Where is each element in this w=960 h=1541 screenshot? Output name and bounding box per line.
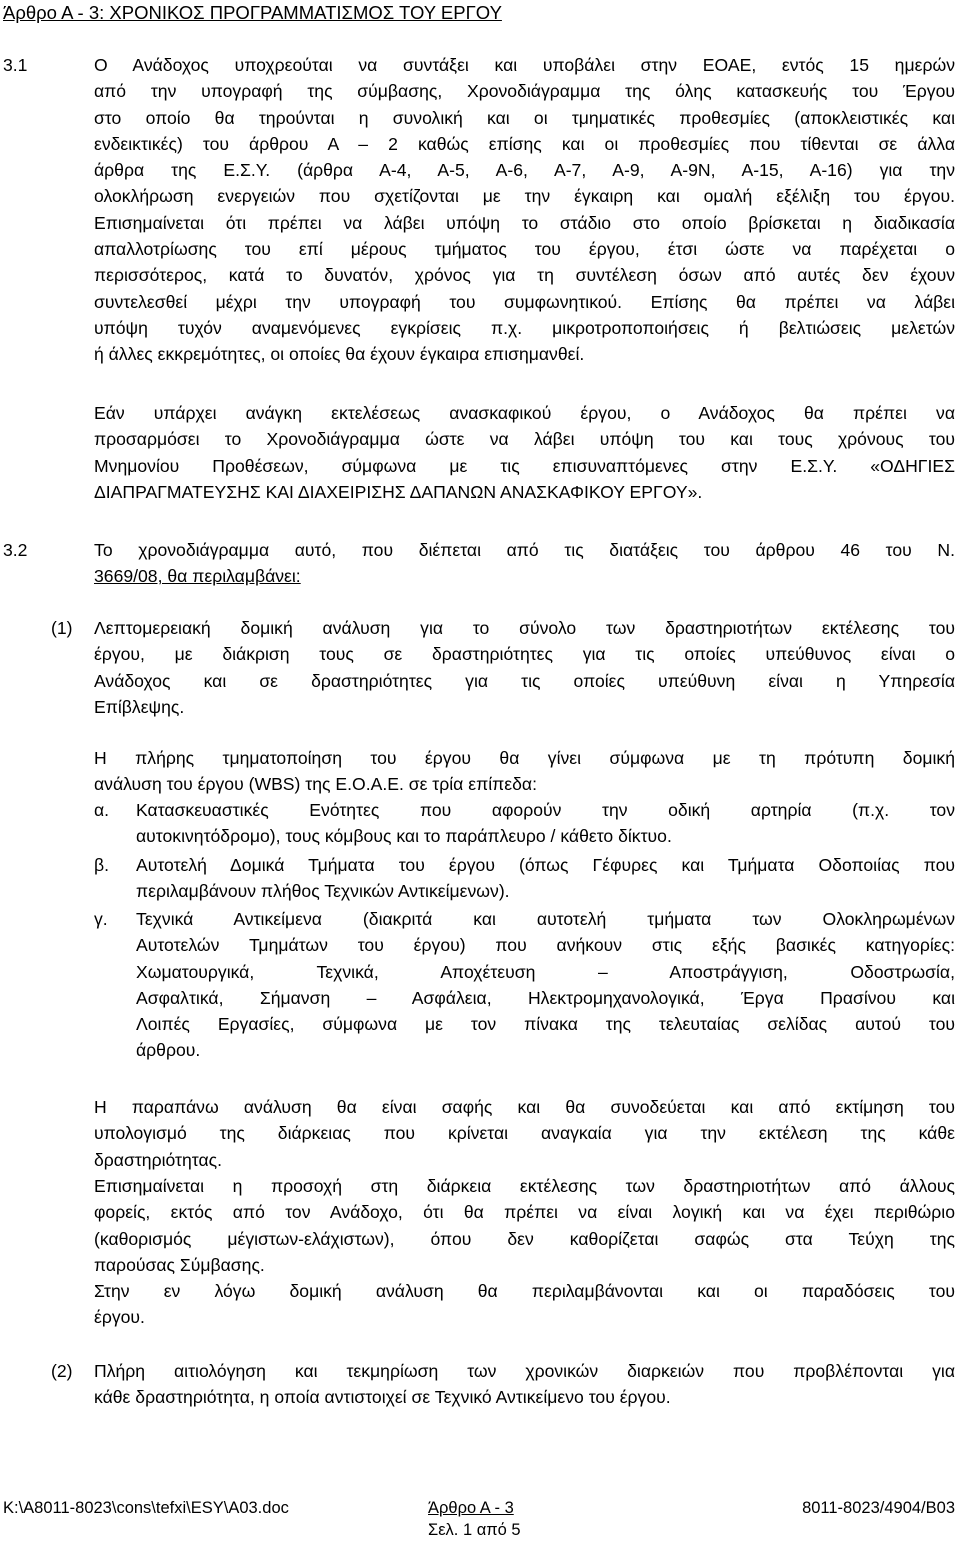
text-line: παρούσας Σύμβασης. xyxy=(94,1254,265,1275)
text-line: Ασφαλτικά, Σήμανση – Ασφάλεια, Ηλεκτρομηχανολογικά, Έργα Πρασίνου και xyxy=(136,987,955,1008)
footer-article: Άρθρο Α - 3 xyxy=(428,1499,514,1517)
sub-label-b: β. xyxy=(94,855,110,875)
sub-label-a: α. xyxy=(94,800,110,820)
text-line: Ανάδοχος και σε δραστηριότητες για τις οποίες υπεύθυνη είναι η Υπηρεσία xyxy=(94,670,955,691)
text-line: δραστηριότητας. xyxy=(94,1149,222,1170)
text-line: Λεπτομερειακή δομική ανάλυση για το σύνολο των δραστηριοτήτων εκτέλεσης του xyxy=(94,618,955,638)
text-line: υπόψη τυχόν αναμενόμενες εγκρίσεις π.χ. μικροτροποποιήσεις ή βελτιώσεις μελετών xyxy=(94,317,955,338)
text-line: Η πλήρης τμηματοποίηση του έργου θα γίνει σύμφωνα με τη πρότυπη δομική xyxy=(94,748,955,768)
text-line: Λοιπές Εργασίες, σύμφωνα με τον πίνακα της τελευταίας σελίδας αυτού του xyxy=(136,1014,955,1035)
text-line: έργου, με διάκριση τους σε δραστηριότητες για τις οποίες υπεύθυνος είναι ο xyxy=(94,644,955,665)
sub-label-c: γ. xyxy=(94,909,108,929)
section-number-3-2: 3.2 xyxy=(3,540,28,560)
footer-article-page xyxy=(428,1497,521,1541)
text-line: Χωματουργικά, Τεχνικά, Αποχέτευση – Αποστράγγιση, Οδοστρωσία, xyxy=(136,961,955,982)
sub-item-b xyxy=(136,852,955,905)
text-line: Αυτοτελή Δομικά Τμήματα του έργου (όπως Γέφυρες και Τμήματα Οδοποιίας που xyxy=(136,855,955,875)
text-line: Εάν υπάρχει ανάγκη εκτελέσεως ανασκαφικού έργου, ο Ανάδοχος θα πρέπει να xyxy=(94,403,955,423)
section-number-3-1: 3.1 xyxy=(3,55,28,75)
text-line: Στην εν λόγω δομική ανάλυση θα περιλαμβάνονται και οι παραδόσεις του xyxy=(94,1281,955,1301)
text-line: υπολογισμό της διάρκειας που κρίνεται αναγκαία για την εκτέλεση της κάθε xyxy=(94,1123,955,1144)
item-label-2: (2) xyxy=(51,1361,73,1381)
text-line: περιλαμβάνουν πλήθος Τεχνικών Αντικείμενων). xyxy=(136,881,510,902)
text-line: Επίβλεψης. xyxy=(94,696,185,717)
wbs-paragraph xyxy=(94,745,955,798)
text-line: άρθρα της Ε.Σ.Υ. (άρθρα Α-4, Α-5, Α-6, Α-7, Α-9, Α-9Ν, Α-15, Α-16) για την xyxy=(94,160,955,181)
text-line: φορείς, εκτός από τον Ανάδοχο, ότι θα πρέπει να είναι λογική και να έχει περιθώριο xyxy=(94,1202,955,1223)
footer-file-path: K:\A8011-8023\cons\tefxi\ESY\A03.doc xyxy=(3,1499,289,1517)
text-line: αυτοκινητόδρομο), τους κόμβους και το παράπλευρο / κάθετο δίκτυο. xyxy=(136,826,672,847)
item-2-paragraph xyxy=(94,1358,955,1411)
text-line: Κατασκευαστικές Ενότητες που αφορούν την οδική αρτηρία (π.χ. τον xyxy=(136,800,955,820)
text-line: κάθε δραστηριότητα, η οποία αντιστοιχεί σε Τεχνικό Αντικείμενο του έργου. xyxy=(94,1387,671,1408)
section-3-1-paragraph xyxy=(94,52,955,368)
text-line: Μνημονίου Προθέσεων, σύμφωνα με τις επισυναπτόμενες στην Ε.Σ.Υ. «ΟΔΗΓΙΕΣ xyxy=(94,455,955,476)
text-line: ολοκλήρωση ενεργειών που σχετίζονται με την έγκαιρη και ομαλή εξέλιξη του έργου. xyxy=(94,186,955,207)
other-parties-paragraph xyxy=(94,1173,955,1278)
excavation-paragraph xyxy=(94,400,955,505)
item-label-1: (1) xyxy=(51,618,73,638)
article-heading: Άρθρο Α - 3: ΧΡΟΝΙΚΟΣ ΠΡΟΓΡΑΜΜΑΤΙΣΜΟΣ ΤΟΥ ΕΡΓΟΥ xyxy=(3,2,502,23)
text-line: απαλλοτρίωσης του επί μέρους τμήματος του έργου, έτσι ώστε να παρέχεται ο xyxy=(94,239,955,260)
text-line: Το χρονοδιάγραμμα αυτό, που διέπεται από τις διατάξεις του άρθρου 46 του Ν. xyxy=(94,540,955,560)
text-line: άρθρου. xyxy=(136,1040,201,1061)
text-line: περισσότερος, κατά το δυνατόν, χρόνος για τη συντέλεση όσων από αυτές δεν έχουν xyxy=(94,265,955,286)
text-line: ενδεικτικές) του άρθρου Α – 2 καθώς επίσης και οι προθεσμίες που τίθενται σε άλλα xyxy=(94,133,955,154)
text-line: ανάλυση του έργου (WBS) της Ε.Ο.Α.Ε. σε τρία επίπεδα: xyxy=(94,774,537,795)
text-line: Επισημαίνεται η προσοχή στη διάρκεια εκτέλεσης των δραστηριοτήτων από άλλους xyxy=(94,1176,955,1196)
text-line: στο οποίο θα τηρούνται η συνολική και οι τμηματικές προθεσμίες (αποκλειστικές και xyxy=(94,107,955,128)
text-line: Πλήρη αιτιολόγηση και τεκμηρίωση των χρονικών διαρκειών που προβλέπονται για xyxy=(94,1361,955,1381)
footer-page-number: Σελ. 1 από 5 xyxy=(428,1521,521,1539)
analysis-paragraph xyxy=(94,1094,955,1173)
text-line: Επισημαίνεται ότι πρέπει να λάβει υπόψη το στάδιο στο οποίο βρίσκεται η διαδικασία xyxy=(94,212,955,233)
text-line: συντελεσθεί μέχρι την υπογραφή του συμφωνητικού. Επίσης θα πρέπει να λάβει xyxy=(94,291,955,312)
footer-document-code: 8011-8023/4904/B03 xyxy=(802,1499,955,1517)
text-line: ΔΙΑΠΡΑΓΜΑΤΕΥΣΗΣ ΚΑΙ ΔΙΑΧΕΙΡΙΣΗΣ ΔΑΠΑΝΩΝ ΑΝΑΣΚΑΦΙΚΟΥ ΕΡΓΟΥ». xyxy=(94,481,703,502)
text-line: έργου. xyxy=(94,1307,145,1328)
text-line: προσαρμόσει το Χρονοδιάγραμμα ώστε να λάβει υπόψη του και τους χρόνους του xyxy=(94,429,955,450)
sub-item-c xyxy=(136,906,955,1064)
text-line: 3669/08, θα περιλαμβάνει: xyxy=(94,566,301,587)
section-3-2-paragraph xyxy=(94,537,955,590)
item-1-paragraph xyxy=(94,615,955,720)
text-line: Ο Ανάδοχος υποχρεούται να συντάξει και υποβάλει στην ΕΟΑΕ, εντός 15 ημερών xyxy=(94,55,955,75)
text-line: (καθορισμός μέγιστων-ελάχιστων), όπου δεν καθορίζεται σαφώς στα Τεύχη της xyxy=(94,1228,955,1249)
sub-item-a xyxy=(136,797,955,850)
text-line: Η παραπάνω ανάλυση θα είναι σαφής και θα συνοδεύεται και από εκτίμηση του xyxy=(94,1097,955,1117)
text-line: Αυτοτελών Τμημάτων του έργου) που ανήκουν στις εξής βασικές κατηγορίες: xyxy=(136,935,955,956)
text-line: από την υπογραφή της σύμβασης, Χρονοδιάγραμμα της όλης κατασκευής του Έργου xyxy=(94,81,955,102)
text-line: Τεχνικά Αντικείμενα (διακριτά και αυτοτελή τμήματα των Ολοκληρωμένων xyxy=(136,909,955,929)
text-line: ή άλλες εκκρεμότητες, οι οποίες θα έχουν έγκαιρα επισημανθεί. xyxy=(94,344,585,365)
deliverables-paragraph xyxy=(94,1278,955,1331)
